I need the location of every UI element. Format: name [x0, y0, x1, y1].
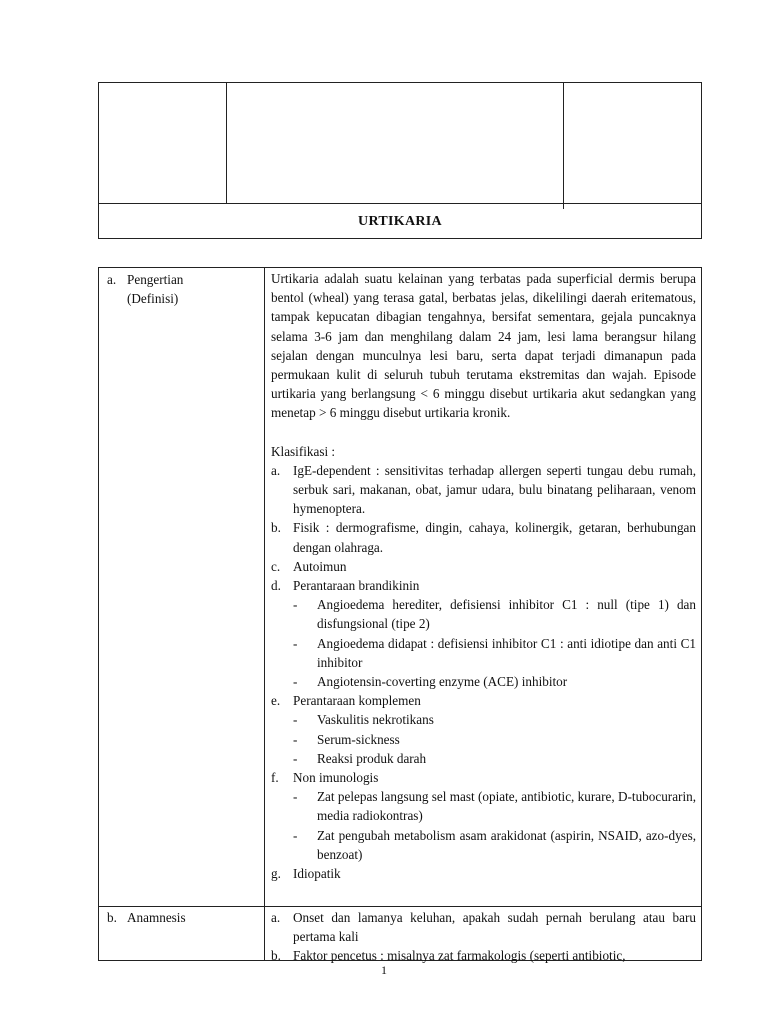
list-item-text: Perantaraan brandikinin — [293, 578, 420, 594]
sub-list-item — [271, 710, 696, 729]
list-item-text: Zat pelepas langsung sel mast (opiate, antibiotic, kurare, D-tubocurarin, media radiokontras) — [317, 789, 696, 824]
list-item — [271, 864, 696, 883]
definition-paragraph: Urtikaria adalah suatu kelainan yang terbatas pada superficial dermis berupa bentol (wheal) yang terasa gatal, berbatas jelas, dikelilingi daerah eritematous, tampak kepucatan dibagian tengahnya, bersifat sementara, gejala puncaknya selama 3-6 jam dan menghilang dalam 24 jam, lesi lama berangsur hilang sejalan dengan munculnya lesi baru, serta dapat terjadi dimanapun pada permukaan kulit di seluruh tubuh terutama ekstremitas dan wajah. Episode urtikaria yang berlangsung < 6 minggu disebut urtikaria akut sedangkan yang menetap > 6 minggu disebut urtikaria kronik. — [271, 271, 696, 421]
list-item-text: Angiotensin-coverting enzyme (ACE) inhibitor — [317, 674, 568, 690]
list-marker: f. — [271, 770, 279, 786]
header-logo-row — [99, 83, 701, 204]
document-title: URTIKARIA — [358, 213, 442, 229]
list-item-text: Zat pengubah metabolism asam arakidonat (aspirin, NSAID, azo-dyes, benzoat) — [317, 827, 696, 862]
klasifikasi-heading: Klasifikasi : — [271, 443, 336, 459]
list-marker: - — [293, 712, 298, 728]
sub-list-item — [271, 672, 696, 691]
list-marker: b. — [271, 520, 281, 536]
list-marker: - — [293, 750, 298, 766]
label-line1: Pengertian — [127, 272, 184, 287]
list-item-text: Faktor pencetus : misalnya zat farmakologis (seperti antibiotic, — [293, 948, 626, 964]
header-cell-divider — [563, 83, 564, 209]
list-item — [271, 461, 696, 519]
header-table — [98, 82, 702, 239]
sub-list-item — [271, 730, 696, 749]
list-item — [271, 576, 696, 595]
list-item-text: Reaksi produk darah — [317, 750, 427, 766]
list-marker: - — [293, 635, 298, 651]
anamnesis-cell — [271, 908, 696, 966]
sub-list-item — [271, 787, 696, 825]
sub-list-item — [271, 595, 696, 633]
list-item-text: Onset dan lamanya keluhan, apakah sudah pernah berulang atau baru pertama kali — [293, 910, 696, 945]
list-marker: - — [293, 597, 298, 613]
list-item — [271, 518, 696, 556]
sub-list-item — [271, 749, 696, 768]
list-item — [271, 557, 696, 576]
list-item-text: Idiopatik — [293, 866, 341, 882]
label-anamnesis — [107, 908, 257, 927]
list-item-text: Fisik : dermografisme, dingin, cahaya, kolinergik, getaran, berhubungan dengan olahraga. — [293, 520, 696, 555]
list-item-text: Vaskulitis nekrotikans — [317, 712, 434, 728]
list-item-text: Non imunologis — [293, 770, 379, 786]
label-text: Anamnesis — [127, 910, 186, 925]
list-item-text: Angioedema didapat : defisiensi inhibitor C1 : anti idiotipe dan anti C1 inhibitor — [317, 635, 696, 670]
list-item-text: Serum-sickness — [317, 731, 400, 747]
list-marker: - — [293, 731, 298, 747]
list-item-text: Autoimun — [293, 558, 347, 574]
list-marker: b. — [271, 948, 281, 964]
label-line2: (Definisi) — [127, 291, 179, 307]
label-pengertian — [107, 270, 257, 308]
list-marker: - — [293, 827, 298, 843]
row-divider — [99, 906, 701, 907]
list-item-text: Angioedema herediter, defisiensi inhibitor C1 : null (tipe 1) dan disfungsional (tipe 2) — [317, 597, 696, 632]
list-item — [271, 691, 696, 710]
list-marker: a. — [271, 910, 281, 925]
klasifikasi-list — [271, 461, 696, 883]
definition-cell — [271, 269, 696, 883]
list-item — [271, 908, 696, 946]
list-item-text: Perantaraan komplemen — [293, 693, 421, 709]
column-divider — [264, 268, 265, 960]
label-marker: b. — [107, 910, 117, 925]
list-marker: g. — [271, 866, 281, 882]
list-item-text: IgE-dependent : sensitivitas terhadap allergen seperti tungau debu rumah, serbuk sari, makanan, obat, jamur udara, bulu binatang peliharaan, venom hymenoptera. — [293, 462, 696, 517]
content-table — [98, 267, 702, 964]
page-number: 1 — [381, 963, 387, 977]
list-marker: c. — [271, 558, 281, 574]
list-marker: - — [293, 789, 298, 805]
list-marker: - — [293, 674, 298, 690]
list-marker: d. — [271, 578, 281, 594]
label-marker: a. — [107, 272, 117, 287]
sub-list-item — [271, 826, 696, 864]
anamnesis-list — [271, 908, 696, 966]
list-marker: a. — [271, 462, 281, 478]
sub-list-item — [271, 634, 696, 672]
header-cell-left — [99, 83, 227, 203]
list-item — [271, 768, 696, 787]
list-marker: e. — [271, 693, 281, 709]
